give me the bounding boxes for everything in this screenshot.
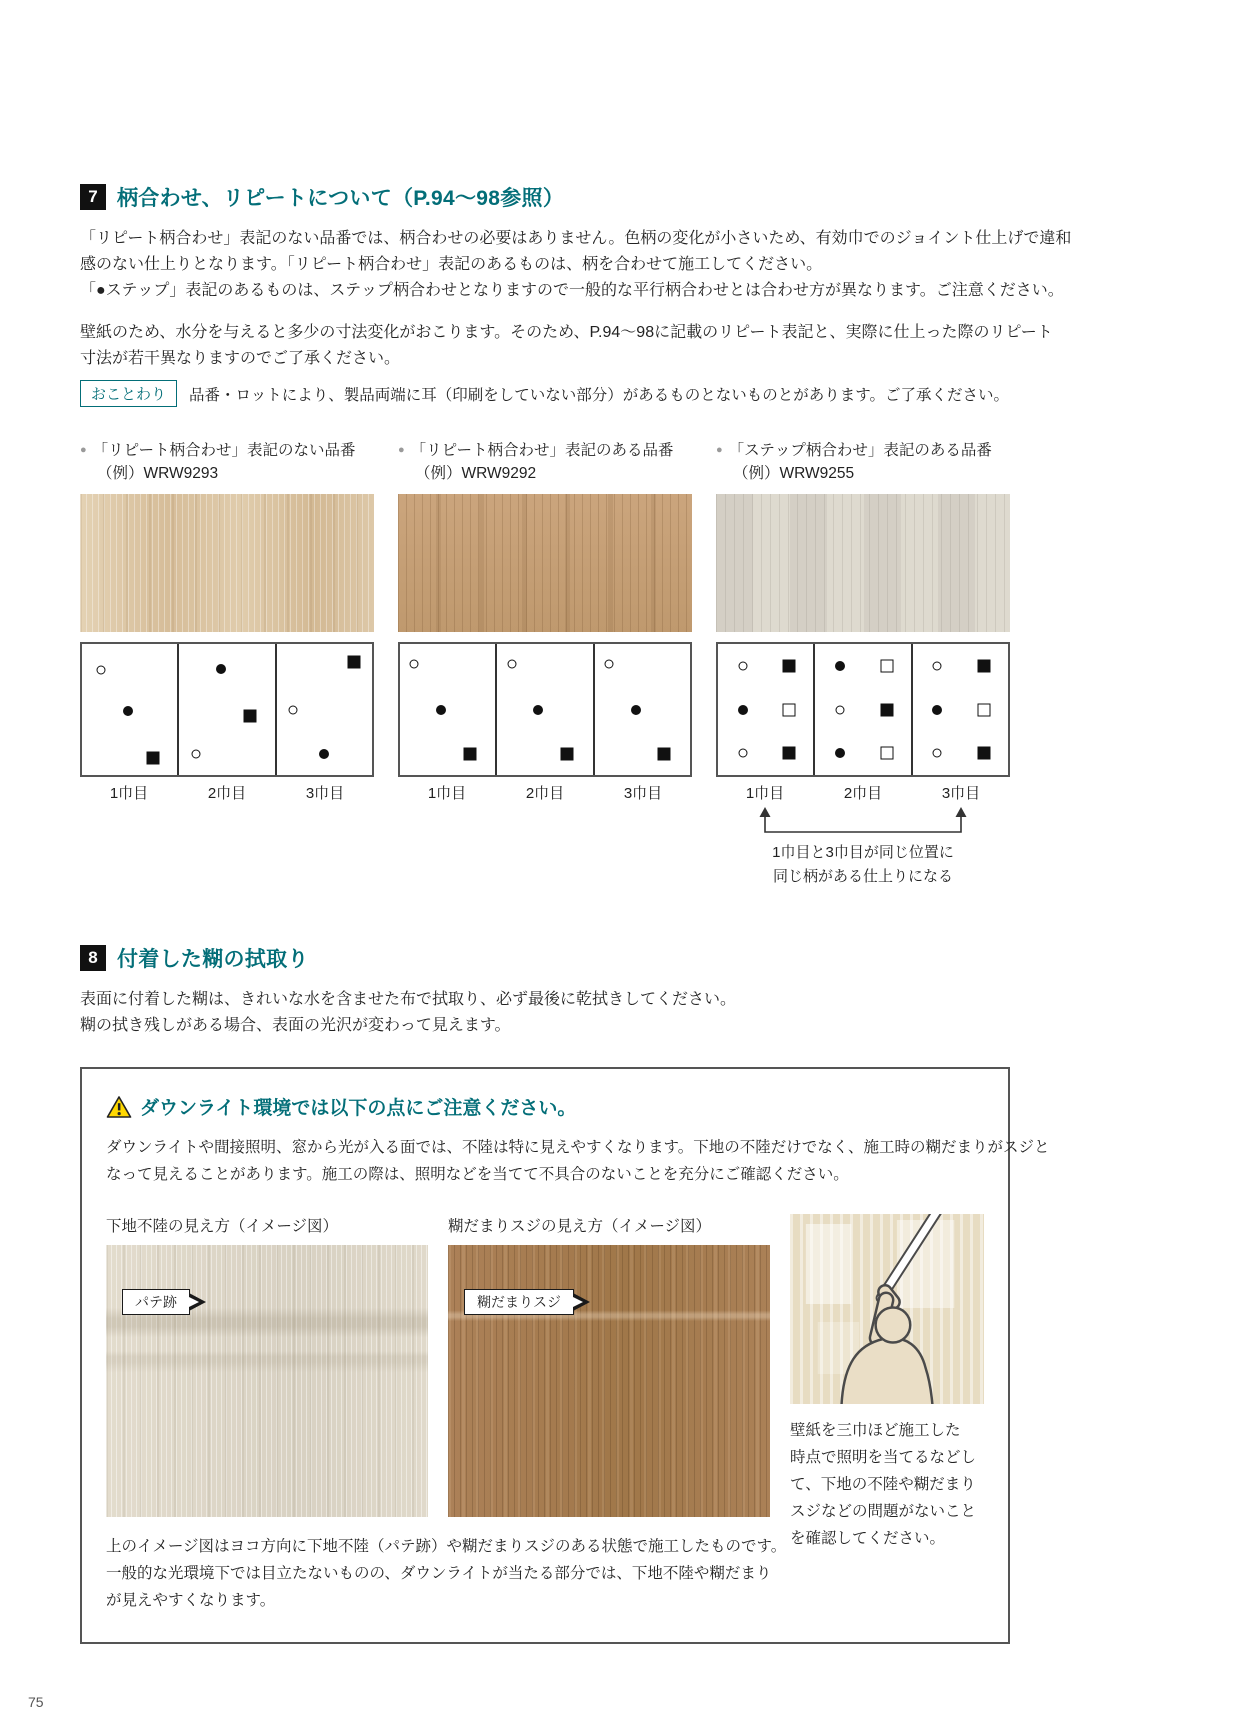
figure-caption-putty: 下地不陸の見え方（イメージ図） [106, 1218, 339, 1235]
text-line: なって見えることがあります。施工の際は、照明などを当てて不具合のないことを充分にご確認ください。 [106, 1166, 849, 1183]
open-circle-marker [97, 666, 106, 675]
text-line: 表面に付着した糊は、きれいな水を含ませた布で拭取り、必ず最後に乾拭きしてください。 [80, 991, 737, 1008]
width-labels-row [398, 782, 692, 803]
text-line: て、下地の不陸や糊だまり [790, 1476, 976, 1493]
section7-header [80, 182, 1162, 212]
filled-circle-marker [436, 705, 446, 715]
width-labels-row [80, 782, 374, 803]
glue-callout [464, 1289, 591, 1315]
downlight-warning-box [80, 1067, 1050, 1644]
section8 [80, 943, 1162, 1039]
putty-callout-label: パテ跡 [122, 1289, 190, 1315]
filled-square-marker [658, 748, 671, 761]
width-label: 3巾目 [623, 785, 663, 802]
right-instruction-text [790, 1417, 984, 1552]
warning-box-title-row [106, 1093, 984, 1120]
column-title: ● 「リピート柄合わせ」表記のある品番 [398, 442, 674, 459]
diagram-strip-panel [497, 644, 594, 775]
filled-circle-marker [835, 661, 845, 671]
bullet-icon: ● [80, 444, 87, 456]
text-line: ダウンライトや間接照明、窓から光が入る面では、不陸は特に見えやすくなります。下地の不陸だけでなく、施工時の糊だまりがスジと [106, 1139, 1050, 1156]
filled-square-marker [463, 748, 476, 761]
diagram-strip-panel [277, 644, 372, 775]
filled-circle-marker [631, 705, 641, 715]
filled-circle-marker [216, 664, 226, 674]
warning-triangle-icon [106, 1095, 132, 1119]
text-line: 1巾目と3巾目が同じ位置に [772, 844, 954, 861]
wallpaper-sample-wrw9255 [716, 494, 1010, 632]
filled-circle-marker [533, 705, 543, 715]
open-circle-marker [191, 750, 200, 759]
text-line: 時点で照明を当てるなどし [790, 1449, 977, 1466]
open-square-marker [978, 703, 991, 716]
width-label: 3巾目 [941, 785, 981, 802]
filled-circle-marker [319, 749, 329, 759]
open-circle-marker [738, 662, 747, 671]
filled-square-marker [978, 746, 991, 759]
pattern-diagram [80, 642, 374, 777]
open-circle-marker [836, 705, 845, 714]
open-circle-marker [410, 659, 419, 668]
step-match-note [716, 841, 1010, 889]
diagram-strip-panel [400, 644, 497, 775]
warning-box-title: ダウンライト環境では以下の点にご注意ください。 [140, 1098, 577, 1119]
text-line: 「●ステップ」表記のあるものは、ステップ柄合わせとなりますので一般的な平行柄合わせとは合わせ方が異なります。ご注意ください。 [80, 282, 1064, 299]
filled-square-marker [978, 660, 991, 673]
column-example: （例）WRW9292 [415, 465, 537, 482]
filled-circle-marker [123, 706, 133, 716]
open-square-marker [783, 703, 796, 716]
open-circle-marker [507, 659, 516, 668]
width-label: 2巾目 [843, 785, 883, 802]
column-title: ● 「ステップ柄合わせ」表記のある品番 [716, 442, 992, 459]
text-line: 同じ柄がある仕上りになる [772, 868, 953, 885]
column-example: （例）WRW9255 [733, 465, 855, 482]
glue-streak-image [448, 1245, 770, 1517]
text-line: 壁紙を三巾ほど施工した [790, 1422, 961, 1439]
column-step [716, 439, 1010, 889]
filled-square-marker [880, 703, 893, 716]
text-line: を確認してください。 [790, 1530, 946, 1547]
filled-square-marker [560, 748, 573, 761]
width-label: 1巾目 [745, 785, 785, 802]
text-line: 一般的な光環境下では目立たないものの、ダウンライトが当たる部分では、下地不陸や糊だまり [106, 1565, 772, 1582]
text-line: 糊の拭き残しがある場合、表面の光沢が変わって見えます。 [80, 1017, 511, 1034]
column-heading [716, 439, 1010, 485]
person-checking-light-illustration [790, 1214, 984, 1404]
diagram-strip-panel [82, 644, 179, 775]
filled-square-marker [146, 751, 159, 764]
okotowari-label: おことわり [80, 380, 177, 407]
diagram-strip-panel [815, 644, 912, 775]
figure-captions [106, 1214, 770, 1236]
filled-square-marker [783, 746, 796, 759]
filled-circle-marker [738, 705, 748, 715]
width-label: 2巾目 [207, 785, 247, 802]
wallpaper-sample-wrw9293 [80, 494, 374, 632]
open-circle-marker [288, 705, 297, 714]
page-number: 75 [28, 1694, 44, 1710]
text-line: 感のない仕上りとなります。「リピート柄合わせ」表記のあるものは、柄を合わせて施工してください。 [80, 256, 823, 273]
diagram-strip-panel [595, 644, 690, 775]
text-line: 寸法が若干異なりますのでご了承ください。 [80, 350, 401, 367]
figures-left-group [106, 1214, 787, 1614]
open-circle-marker [933, 748, 942, 757]
diagram-strip-panel [179, 644, 276, 775]
diagram-strip-panel [718, 644, 815, 775]
open-circle-marker [738, 748, 747, 757]
figures-right-group [790, 1214, 984, 1614]
width-label: 1巾目 [427, 785, 467, 802]
pattern-diagram [398, 642, 692, 777]
filled-square-marker [347, 656, 360, 669]
column-heading [398, 439, 692, 485]
warning-box-figures [106, 1214, 984, 1614]
pattern-diagram [716, 642, 1010, 777]
filled-square-marker [243, 710, 256, 723]
section7-paragraph-2 [80, 320, 1162, 372]
open-circle-marker [604, 659, 613, 668]
figure-caption-glue: 糊だまりスジの見え方（イメージ図） [448, 1218, 712, 1235]
width-labels-row [716, 782, 1010, 803]
figures-bottom-caption [106, 1533, 787, 1614]
text-line: 上のイメージ図はヨコ方向に下地不陸（パテ跡）や糊だまりスジのある状態で施工したものです。 [106, 1538, 787, 1555]
column-repeat [398, 439, 692, 889]
section8-header [80, 943, 1162, 973]
text-line: 「リピート柄合わせ」表記のない品番では、柄合わせの必要はありません。色柄の変化が小さいため、有効巾でのジョイント仕上げで違和 [80, 230, 1072, 247]
putty-mark-image [106, 1245, 428, 1517]
warning-box-body [106, 1134, 1050, 1188]
bullet-icon: ● [398, 444, 405, 456]
section8-title: 付着した糊の拭取り [117, 948, 309, 971]
open-square-marker [880, 746, 893, 759]
pattern-columns [80, 439, 1010, 889]
page-content [80, 182, 1162, 1644]
open-square-marker [880, 660, 893, 673]
width-label: 1巾目 [109, 785, 149, 802]
width-label: 3巾目 [305, 785, 345, 802]
section7-title: 柄合わせ、リピートについて（P.94～98参照） [117, 187, 565, 210]
okotowari-text: 品番・ロットにより、製品両端に耳（印刷をしていない部分）があるものとないものとがあります。ご了承ください。 [189, 386, 1009, 404]
section-number-badge: 8 [80, 945, 106, 971]
section7-paragraph-1 [80, 226, 1162, 304]
glue-callout-label: 糊だまりスジ [464, 1289, 574, 1315]
text-line: スジなどの問題がないこと [790, 1503, 977, 1520]
column-no-repeat [80, 439, 374, 889]
okotowari-note [80, 380, 1162, 407]
filled-circle-marker [835, 748, 845, 758]
column-example: （例）WRW9293 [97, 465, 219, 482]
column-heading [80, 439, 374, 485]
width-label: 2巾目 [525, 785, 565, 802]
text-line: 壁紙のため、水分を与えると多少の寸法変化がおこります。そのため、P.94～98に記載のリピート表記と、実際に仕上った際のリピート [80, 324, 1053, 341]
bullet-icon: ● [716, 444, 723, 456]
diagram-strip-panel [913, 644, 1008, 775]
section-number-badge: 7 [80, 184, 106, 210]
open-circle-marker [933, 662, 942, 671]
putty-callout [122, 1289, 207, 1315]
filled-square-marker [783, 660, 796, 673]
filled-circle-marker [932, 705, 942, 715]
text-line: が見えやすくなります。 [106, 1592, 276, 1609]
step-match-arrows-icon [716, 805, 1010, 839]
figure-images [106, 1245, 770, 1517]
section8-body [80, 987, 1162, 1039]
wallpaper-sample-wrw9292 [398, 494, 692, 632]
column-title: ● 「リピート柄合わせ」表記のない品番 [80, 442, 356, 459]
